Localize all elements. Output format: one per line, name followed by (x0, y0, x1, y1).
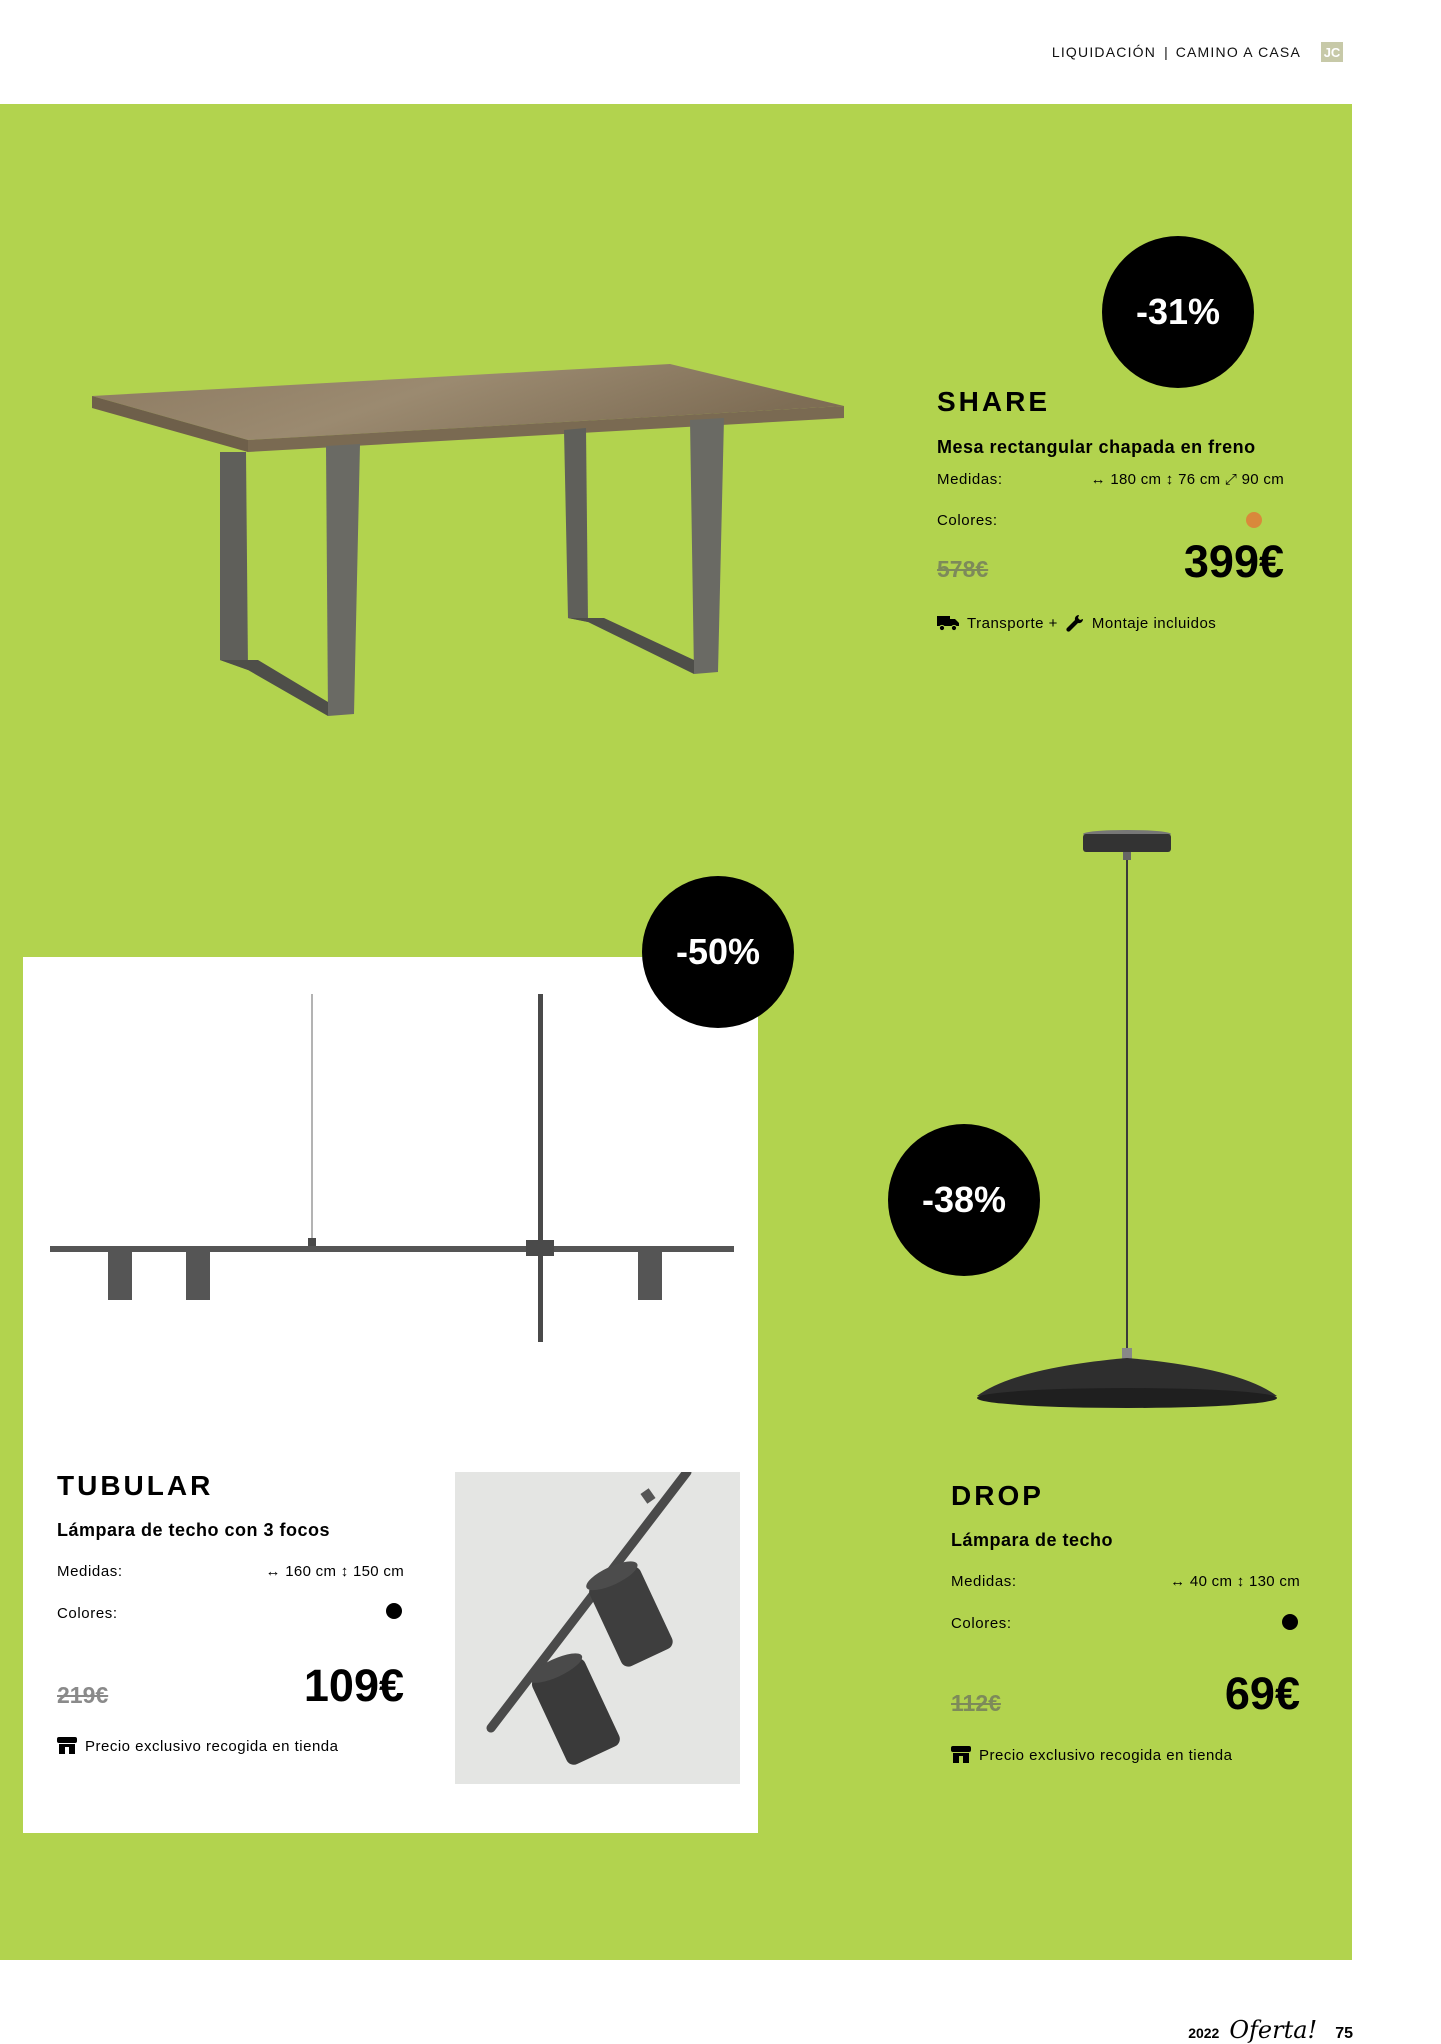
brand-logo: JC (1321, 42, 1343, 62)
tubular-colors-label: Colores: (57, 1605, 118, 1622)
drop-discount-badge: -38% (888, 1124, 1040, 1276)
share-colors-label: Colores: (937, 512, 998, 529)
drop-measures: ↔ 40 cm ↕ 130 cm (1170, 1573, 1300, 1590)
drop-title: DROP (951, 1480, 1044, 1511)
header-section: LIQUIDACIÓN (1051, 44, 1157, 60)
store-icon (57, 1737, 77, 1755)
tubular-lamp-image (48, 990, 738, 1350)
tubular-old-price: 219€ (57, 1682, 109, 1708)
tubular-title: TUBULAR (57, 1470, 214, 1501)
tubular-price: 109€ (303, 1660, 404, 1711)
tubular-note-text: Precio exclusivo recogida en tienda (85, 1737, 339, 1755)
footer-brand: Oferta! (1229, 2016, 1318, 2044)
page-number: 75 (1335, 2025, 1353, 2042)
share-table-image (88, 360, 848, 730)
share-description: Mesa rectangular chapada en freno (937, 437, 1256, 457)
page-header (1052, 42, 1343, 62)
share-discount-badge: -31% (1102, 236, 1254, 388)
tubular-detail-image (455, 1472, 740, 1784)
footer-year: 2022 (1188, 2025, 1220, 2041)
drop-pickup-note (951, 1746, 1232, 1764)
share-color-swatch-orange (1246, 512, 1262, 528)
header-separator: | (1164, 44, 1168, 60)
drop-description: Lámpara de techo (951, 1530, 1114, 1550)
tubular-description: Lámpara de techo con 3 focos (57, 1520, 331, 1540)
drop-lamp-image (975, 828, 1285, 1418)
share-measures: ↔ 180 cm ↕ 76 cm ⤢ 90 cm (1090, 471, 1284, 488)
drop-price: 69€ (1224, 1668, 1300, 1719)
share-delivery-note (937, 614, 1216, 632)
tubular-measures-label: Medidas: (57, 1563, 123, 1580)
drop-color-swatch-black (1282, 1614, 1298, 1630)
drop-colors-label: Colores: (951, 1615, 1012, 1632)
share-price: 399€ (1183, 536, 1284, 587)
share-title: SHARE (937, 386, 1051, 417)
share-note-transport: Transporte + (967, 614, 1058, 632)
share-note-assembly: Montaje incluidos (1091, 614, 1217, 632)
share-old-price: 578€ (937, 556, 989, 582)
share-measures-label: Medidas: (937, 471, 1003, 488)
drop-note-text: Precio exclusivo recogida en tienda (979, 1746, 1233, 1764)
store-icon (951, 1746, 971, 1764)
drop-measures-label: Medidas: (951, 1573, 1017, 1590)
tubular-pickup-note (57, 1737, 338, 1755)
truck-icon (937, 615, 959, 631)
drop-old-price: 112€ (951, 1690, 1001, 1716)
wrench-icon (1066, 614, 1084, 632)
tubular-color-swatch-black (386, 1603, 402, 1619)
tubular-measures: ↔ 160 cm ↕ 150 cm (265, 1563, 404, 1580)
header-subsection: CAMINO A CASA (1175, 44, 1301, 60)
tubular-discount-badge: -50% (642, 876, 794, 1028)
